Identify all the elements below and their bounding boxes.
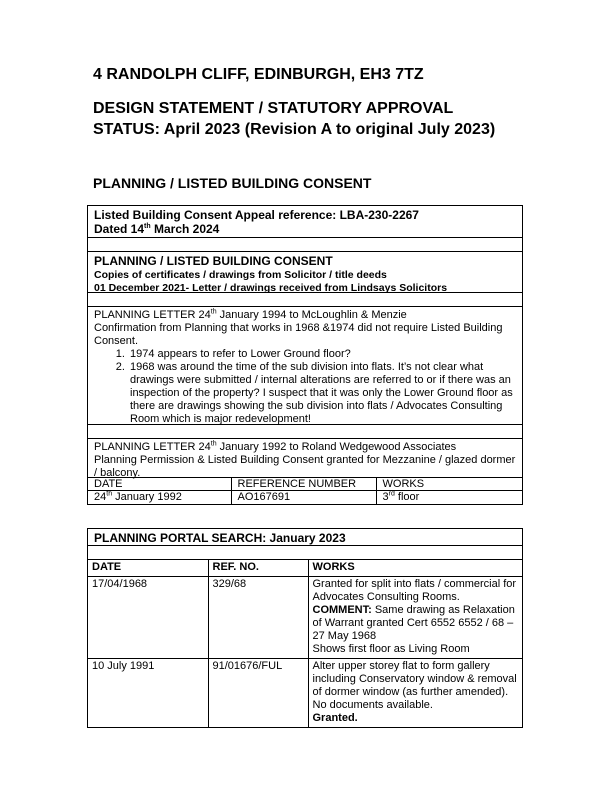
letter-1992-title bbox=[94, 441, 516, 454]
appeal-reference: Listed Building Consent Appeal reference: LBA-230-2267 bbox=[94, 208, 419, 222]
portal-row-date: 17/04/1968 bbox=[88, 577, 208, 659]
consent-heading: PLANNING / LISTED BUILDING CONSENT bbox=[94, 254, 333, 268]
spacer-row bbox=[88, 293, 522, 307]
grid-reference: AO167691 bbox=[231, 491, 376, 504]
letter-1992-title-b: January 1992 to Roland Wedgewood Associates bbox=[216, 441, 457, 453]
letter-1994-row bbox=[88, 307, 522, 425]
grid-works-num: 3 bbox=[382, 491, 389, 503]
grid-works-rest: floor bbox=[394, 491, 420, 503]
copies-line: Copies of certificates / drawings from Solicitor / title deeds bbox=[94, 269, 387, 281]
grid-header-reference: REFERENCE NUMBER bbox=[231, 478, 376, 491]
grid-works bbox=[376, 491, 522, 504]
letter-1994-points bbox=[94, 348, 516, 426]
grid-date-day: 24 bbox=[94, 491, 107, 503]
statement-title: DESIGN STATEMENT / STATUTORY APPROVAL STATUS: April 2023 (Revision A to original July 2023) bbox=[93, 100, 496, 138]
portal-row-ref: 329/68 bbox=[208, 577, 308, 659]
letter-1992-suffix: th bbox=[210, 440, 217, 448]
portal-row-date: 10 July 1991 bbox=[88, 659, 208, 728]
letter-1994-point: 1. 1974 appears to refer to Lower Ground floor? bbox=[128, 348, 516, 361]
appeal-date-suffix: th bbox=[144, 223, 151, 230]
portal-header-works: WORKS bbox=[312, 561, 355, 573]
reference-grid-row bbox=[88, 491, 522, 504]
portal-row-works-text: Alter upper storey flat to form gallery including Conservatory window & removal of dormer window (as further amended). No documents available. bbox=[312, 660, 517, 711]
appeal-row bbox=[88, 206, 522, 238]
portal-title-row bbox=[88, 529, 522, 546]
reference-grid-header bbox=[88, 478, 522, 491]
portal-header-ref: REF. NO. bbox=[208, 560, 308, 577]
portal-row-works bbox=[308, 577, 522, 659]
consent-table bbox=[87, 205, 523, 505]
grid-date-rest: January 1992 bbox=[112, 491, 182, 503]
letter-1994-title bbox=[94, 309, 516, 322]
portal-search-table bbox=[87, 528, 523, 728]
spacer-row bbox=[88, 238, 522, 252]
portal-row-works bbox=[308, 659, 522, 728]
appeal-date-day: Dated 14 bbox=[94, 222, 145, 236]
portal-header-date: DATE bbox=[88, 560, 208, 577]
letter-1994-suffix: th bbox=[210, 308, 217, 316]
grid-works-suffix: rd bbox=[388, 490, 395, 498]
comment-label: COMMENT: bbox=[312, 604, 372, 616]
letter-1994-body: Confirmation from Planning that works in 1968 &1974 did not require Listed Building Consent. bbox=[94, 322, 503, 347]
portal-row-works-extra: Shows first floor as Living Room bbox=[312, 643, 470, 655]
portal-row bbox=[88, 577, 522, 659]
consent-heading-row bbox=[88, 252, 522, 293]
letter-1994-title-a: PLANNING LETTER 24 bbox=[94, 309, 211, 321]
spacer-row bbox=[88, 425, 522, 439]
portal-header-row bbox=[88, 560, 522, 577]
grid-header-works: WORKS bbox=[382, 478, 425, 490]
portal-title: PLANNING PORTAL SEARCH: January 2023 bbox=[94, 531, 346, 545]
letter-1992-body: Planning Permission & Listed Building Consent granted for Mezzanine / glazed dormer / balcony. bbox=[94, 454, 516, 479]
grid-header-date: DATE bbox=[88, 478, 231, 491]
portal-row-status: Granted. bbox=[312, 712, 358, 724]
letter-1994-title-b: January 1994 to McLoughlin & Menzie bbox=[216, 309, 407, 321]
december-line: 01 December 2021- Letter / drawings received from Lindsays Solicitors bbox=[94, 282, 448, 294]
portal-grid bbox=[88, 560, 522, 727]
address-heading: 4 RANDOLPH CLIFF, EDINBURGH, EH3 7TZ bbox=[93, 66, 424, 83]
portal-row-works-text: Granted for split into flats / commercial for Advocates Consulting Rooms. bbox=[312, 578, 517, 603]
letter-1994-point: 2. 1968 was around the time of the sub division into flats. It’s not clear what drawings were submitted / internal alterations are referred to or if there was an inspection of the property? I suspect that it was only the Lower Ground floor as there are drawings showing the sub division into flats / Advocates Consulting Room which is major redevelopment! bbox=[128, 361, 516, 426]
portal-row bbox=[88, 659, 522, 728]
comment-text: Same drawing as Relaxation of Warrant granted Cert 6552 6552 / 68 – 27 May 1968 bbox=[312, 604, 515, 642]
grid-date bbox=[88, 491, 231, 504]
section-title: PLANNING / LISTED BUILDING CONSENT bbox=[93, 175, 372, 191]
spacer-row bbox=[88, 546, 522, 560]
portal-row-ref: 91/01676/FUL bbox=[208, 659, 308, 728]
letter-1992-row bbox=[88, 439, 522, 478]
grid-date-suffix: th bbox=[106, 490, 113, 498]
appeal-date-rest: March 2024 bbox=[150, 222, 220, 236]
appeal-date bbox=[94, 222, 516, 236]
letter-1992-title-a: PLANNING LETTER 24 bbox=[94, 441, 211, 453]
